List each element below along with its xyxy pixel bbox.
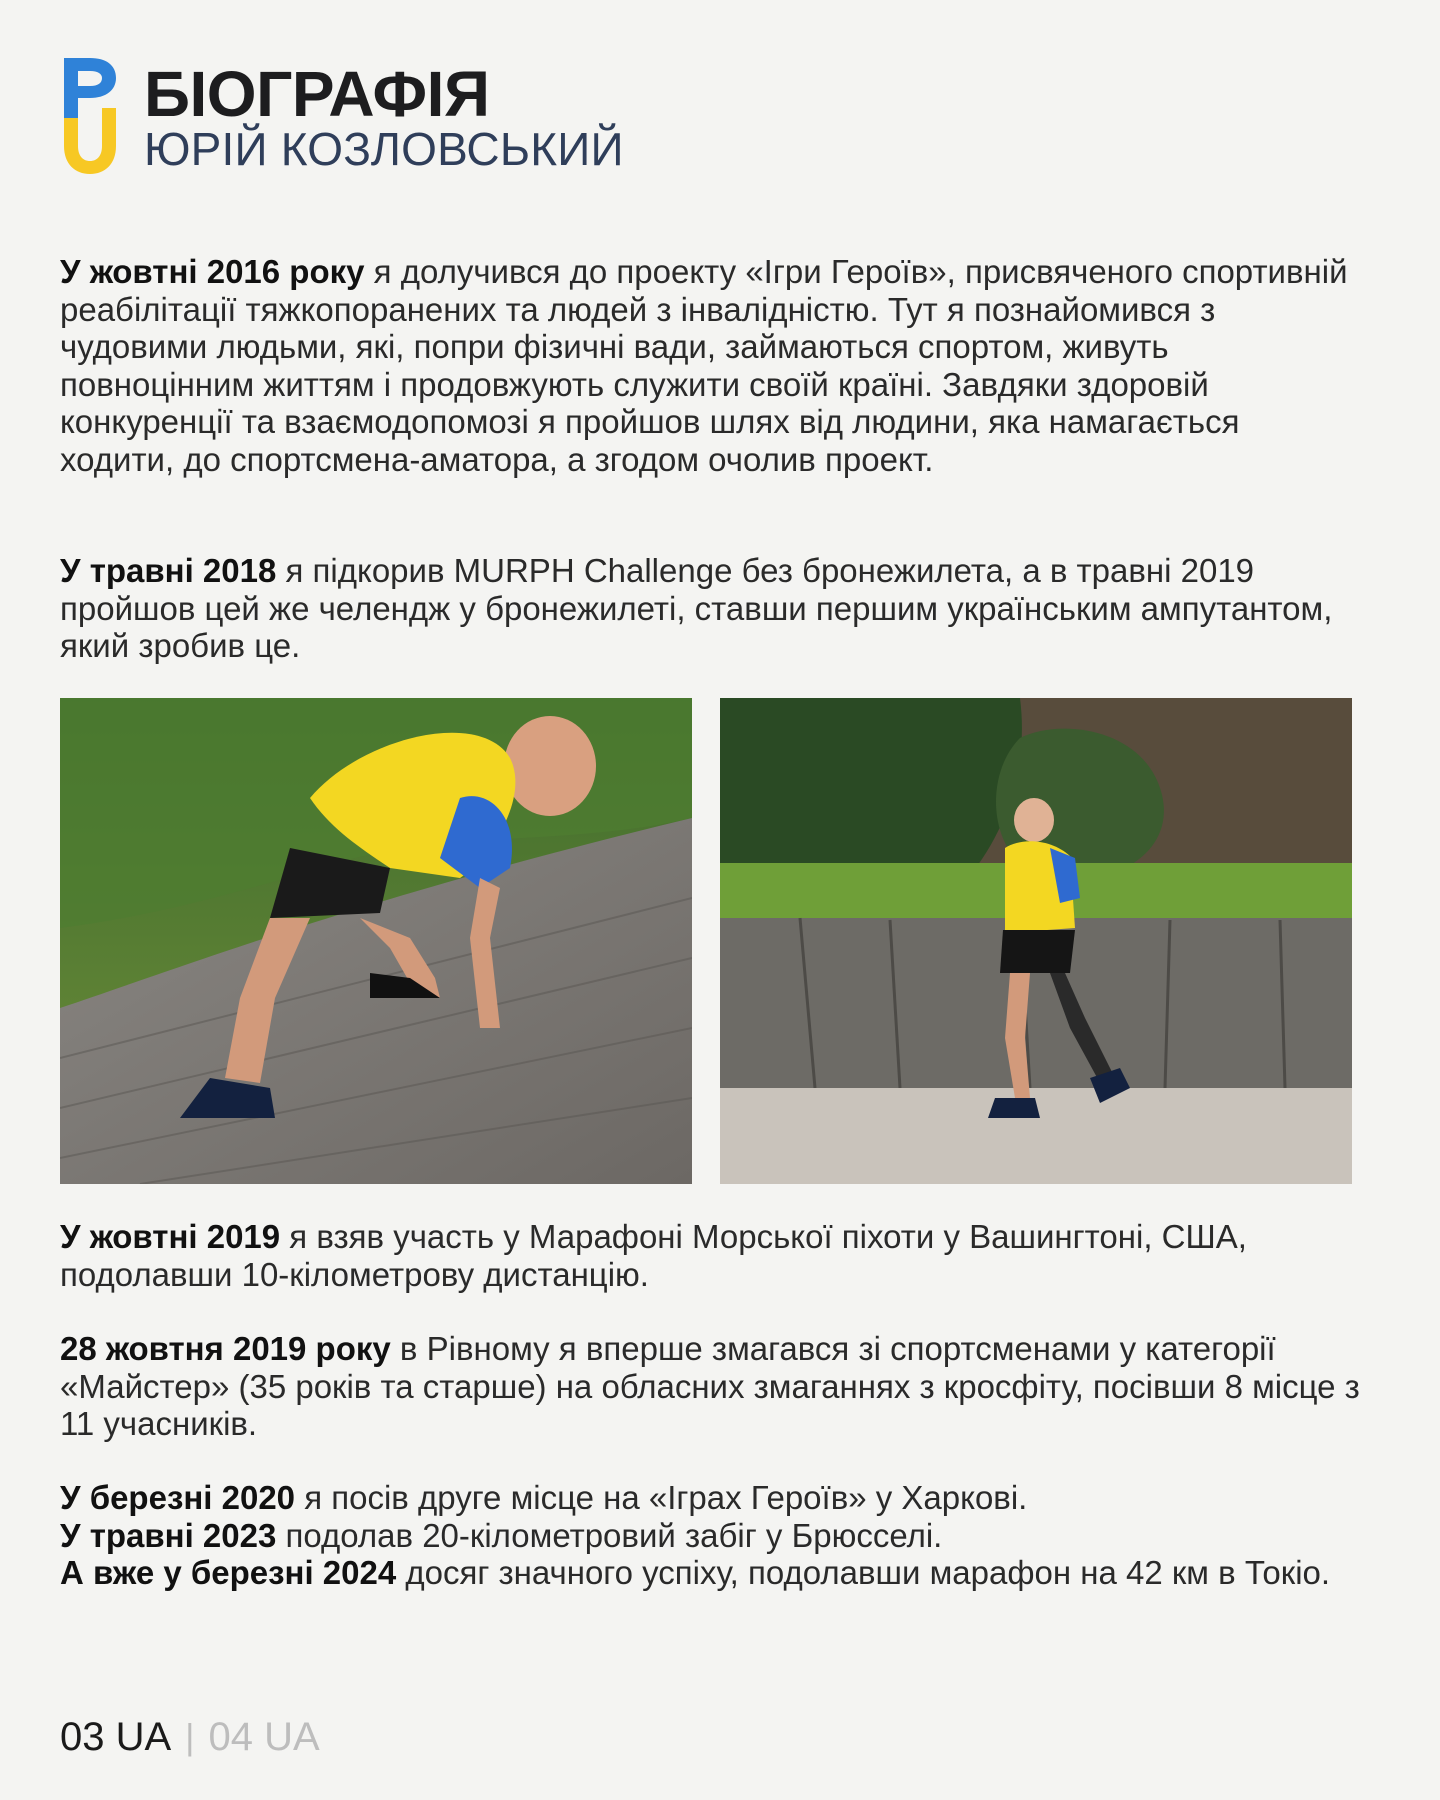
page-number-current: 03 UA [60, 1715, 172, 1759]
paragraph-lead: 28 жовтня 2019 року [60, 1330, 391, 1367]
paragraph-text: досяг значного успіху, подолавши марафон на 42 км в Токіо. [396, 1554, 1331, 1591]
paragraph-2016 [60, 253, 1360, 478]
paragraph-lead: У березні 2020 [60, 1479, 296, 1516]
photo-athlete-stretching [60, 698, 692, 1184]
achievement-line [60, 1517, 1360, 1555]
achievement-line [60, 1479, 1360, 1517]
paragraph-lead: У травні 2023 [60, 1516, 277, 1554]
photo-athlete-running [720, 698, 1352, 1184]
paragraph-2019-crossfit [60, 1330, 1360, 1443]
paragraph-lead: У жовтні 2019 [60, 1218, 281, 1255]
paragraph-text: я посів друге місце на «Іграх Героїв» у Харкові. [295, 1479, 1028, 1516]
page-subtitle: ЮРІЙ КОЗЛОВСЬКИЙ [144, 123, 624, 175]
paragraph-lead: У травні 2018 [60, 552, 277, 589]
page-header [60, 54, 624, 176]
paragraph-text: я підкорив MURPH Challenge без бронежилета, а в травні 2019 пройшов цей же челендж у бронежилеті, ставши першим українським ампутантом, який зробив це. [60, 552, 1333, 664]
paragraph-text: я взяв участь у Марафоні Морської піхоти у Вашингтоні, США, подолавши 10-кілометрову дистанцію. [60, 1218, 1247, 1293]
achievement-line [60, 1554, 1360, 1592]
page-title: БІОГРАФІЯ [144, 58, 490, 130]
paragraph-text: подолав 20-кілометровий забіг у Брюсселі. [276, 1516, 943, 1554]
paragraph-achievements [60, 1479, 1360, 1592]
paragraph-2018 [60, 552, 1360, 665]
paragraph-lead: У жовтні 2016 року [60, 253, 365, 290]
paragraph-lead: А вже у березні 2024 [60, 1554, 397, 1591]
pu-logo-icon [60, 54, 120, 176]
paragraph-text: в Рівному я вперше змагався зі спортсменами у категорії «Майстер» (35 років та старше) на обласних змаганнях з кросфіту, посівши 8 місце з 11 учасників. [60, 1330, 1360, 1442]
paragraph-text: я долучився до проекту «Ігри Героїв», присвяченого спортивній реабілітації тяжкопоранених та людей з інвалідністю. Тут я познайомився з чудовими людьми, які, попри фізичні вади, займаються спортом, живуть повноцінним життям і продовжують служити своїй країні. Завдяки здоровій конкуренції та взаємодопомозі я пройшов шлях від людини, яка намагається ходити, до спортсмена-аматора, а згодом очолив проект. [60, 253, 1348, 478]
page-number-next[interactable]: 04 UA [208, 1715, 320, 1759]
page-footer [60, 1713, 320, 1761]
page-separator: | [185, 1716, 195, 1757]
paragraph-2019-marathon [60, 1218, 1360, 1293]
